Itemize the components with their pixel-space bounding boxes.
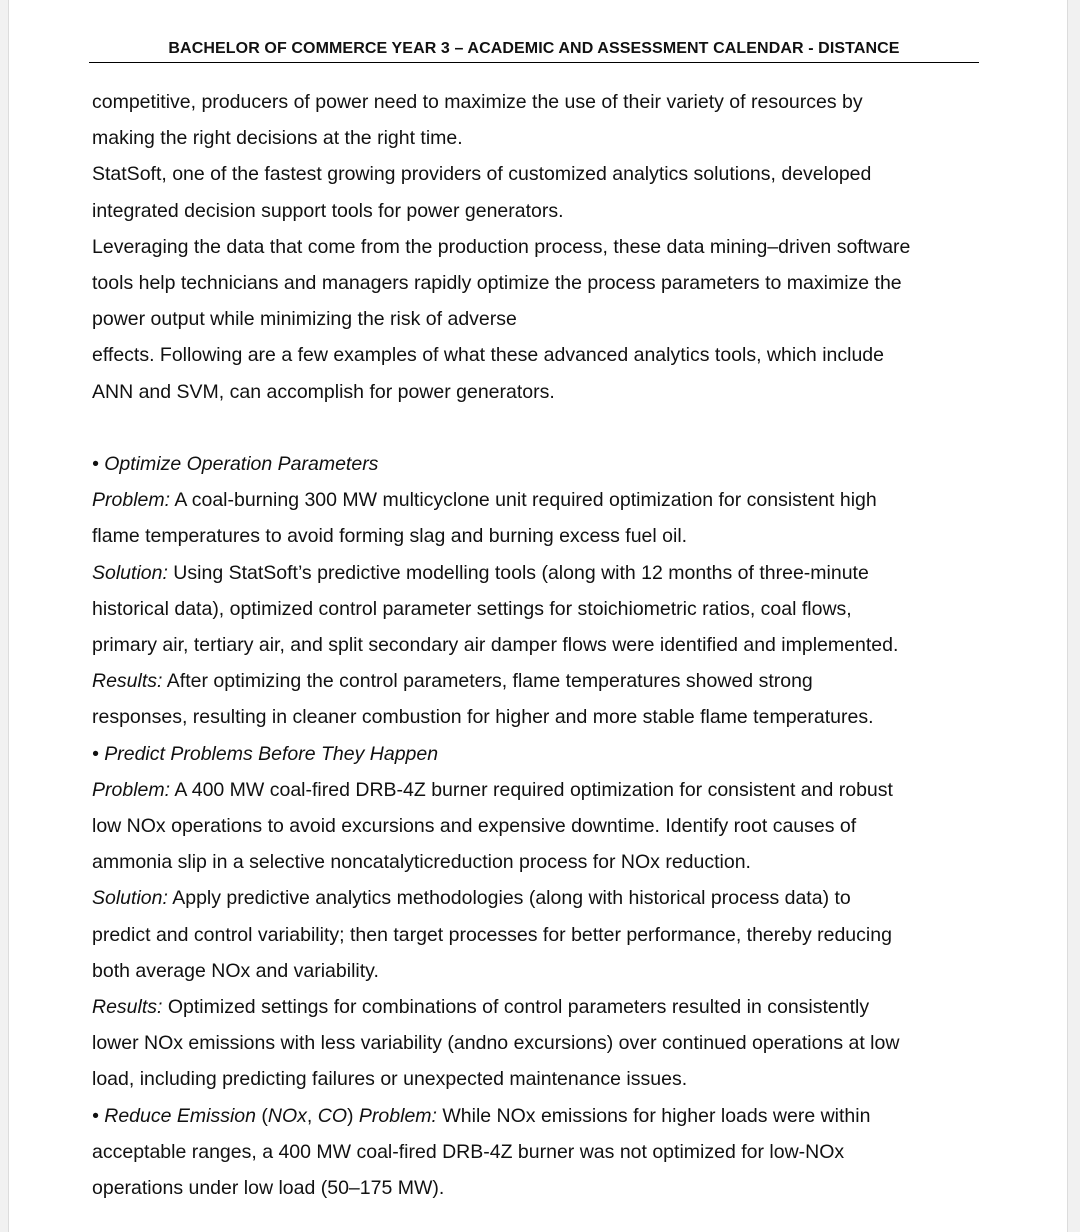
paragraph-line: competitive, producers of power need to maximize the use of their variety of resources by: [92, 91, 863, 113]
paragraph-line: responses, resulting in cleaner combustion for higher and more stable flame temperatures.: [92, 706, 874, 729]
paragraph-line: primary air, tertiary air, and split secondary air damper flows were identified and implemented.: [92, 634, 899, 657]
document-page: [8, 0, 1068, 1232]
section-heading-optimize: • Optimize Operation Parameters: [92, 453, 379, 476]
solution-line: Solution: Apply predictive analytics methodologies (along with historical process data) to: [92, 887, 851, 910]
paragraph-line: flame temperatures to avoid forming slag and burning excess fuel oil.: [92, 525, 688, 548]
paragraph-line: StatSoft, one of the fastest growing providers of customized analytics solutions, developed: [92, 163, 872, 186]
results-line: Results: Optimized settings for combinations of control parameters resulted in consistently: [92, 996, 870, 1019]
results-line: Results: After optimizing the control parameters, flame temperatures showed strong: [92, 670, 813, 693]
paragraph-line: ANN and SVM, can accomplish for power generators.: [92, 380, 555, 403]
problem-line: Problem: A 400 MW coal-fired DRB-4Z burner required optimization for consistent and robust: [92, 778, 893, 801]
paragraph-line: operations under low load (50–175 MW).: [92, 1177, 445, 1200]
paragraph-line: predict and control variability; then target processes for better performance, thereby reducing: [92, 923, 892, 946]
paragraph-line: low NOx operations to avoid excursions and expensive downtime. Identify root causes of: [92, 815, 857, 838]
problem-line: Problem: A coal-burning 300 MW multicyclone unit required optimization for consistent high: [92, 489, 877, 512]
paragraph-line: making the right decisions at the right time.: [92, 127, 463, 150]
paragraph-line: integrated decision support tools for power generators.: [92, 199, 564, 222]
paragraph-line: lower NOx emissions with less variability (andno excursions) over continued operations at low: [92, 1032, 900, 1055]
paragraph-line: load, including predicting failures or unexpected maintenance issues.: [92, 1068, 688, 1091]
solution-line: Solution: Using StatSoft’s predictive modelling tools (along with 12 months of three-minute: [92, 561, 869, 584]
paragraph-line: Leveraging the data that come from the production process, these data mining–driven software: [92, 235, 911, 258]
paragraph-line: both average NOx and variability.: [92, 959, 379, 982]
section-heading-predict: • Predict Problems Before They Happen: [92, 742, 439, 765]
paragraph-line: effects. Following are a few examples of what these advanced analytics tools, which include: [92, 344, 884, 367]
section-heading-reduce-emission: • Reduce Emission (NOx, CO) Problem: While NOx emissions for higher loads were within: [92, 1104, 871, 1127]
paragraph-line: historical data), optimized control parameter settings for stoichiometric ratios, coal flows,: [92, 597, 852, 620]
paragraph-line: power output while minimizing the risk of adverse: [92, 308, 517, 331]
body-text: [92, 84, 987, 1206]
paragraph-line: acceptable ranges, a 400 MW coal-fired DRB-4Z burner was not optimized for low-NOx: [92, 1140, 845, 1163]
paragraph-line: tools help technicians and managers rapidly optimize the process parameters to maximize the: [92, 272, 902, 295]
blank-line: [92, 410, 987, 446]
page-header: BACHELOR OF COMMERCE YEAR 3 – ACADEMIC AND ASSESSMENT CALENDAR - DISTANCE: [89, 40, 979, 63]
paragraph-line: ammonia slip in a selective noncatalyticreduction process for NOx reduction.: [92, 851, 751, 874]
